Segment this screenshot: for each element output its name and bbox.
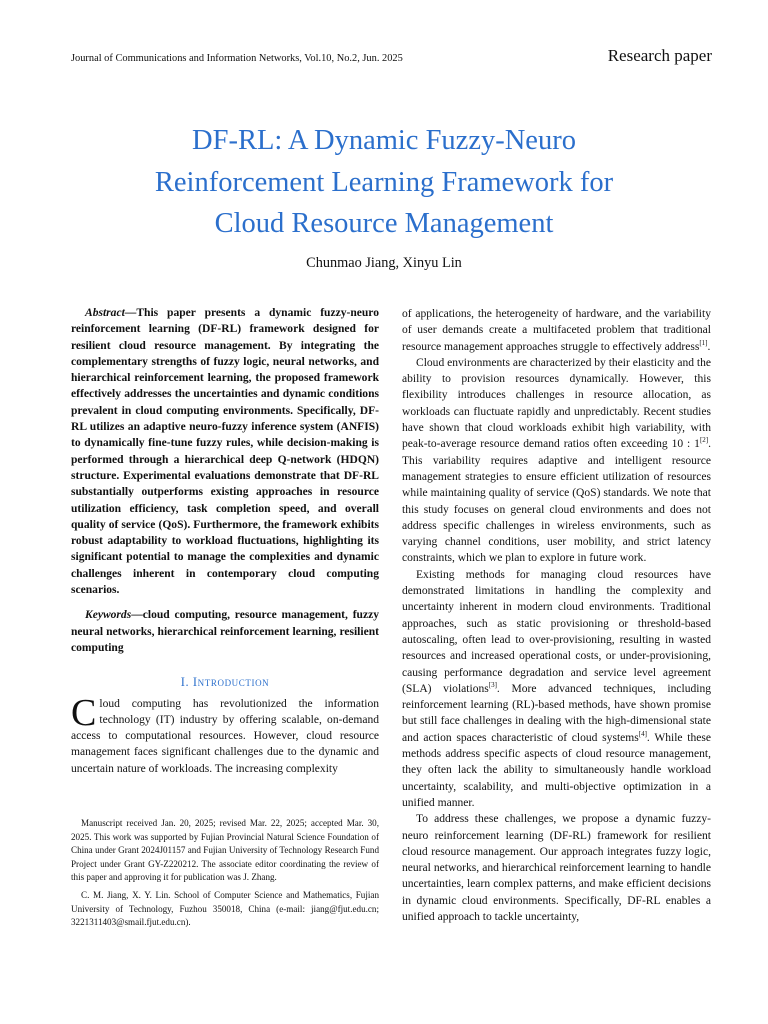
keywords-body: cloud computing, resource management, fuzzy neural networks, hierarchical reinforcement learning, resilient computing <box>71 609 379 654</box>
intro-paragraph-2 <box>402 355 711 567</box>
intro-p3c-text: . While these methods address specific aspects of cloud resource management, they often lack the ability to simultaneously handle workload uncertainty, scalability, and multi-objective optimization in a unified manner. <box>402 731 711 809</box>
intro-p3a-text: Existing methods for managing cloud resources have demonstrated limitations in handling the complexity and uncertainty inherent in modern cloud environments. Traditional approaches, such as static provisioning or threshold-based autoscaling, often lead to over-provisioning, resulting in wasted resources and increased operational costs, or under-provisioning, causing performance degradation and service level agreement (SLA) violations <box>402 568 711 695</box>
left-column <box>71 305 379 777</box>
intro-paragraph-4: To address these challenges, we propose a dynamic fuzzy-neuro reinforcement learning (DF-RL) framework for resilient cloud resource management. Our approach integrates fuzzy logic, neural networks, and hierarchical reinforcement learning to handle uncertainties, learn complex patterns, and make efficient decisions in dynamic cloud environments. Specifically, DF-RL enables a unified approach to tackle uncertainty, <box>402 813 711 923</box>
intro-p1-cont-text: of applications, the heterogeneity of hardware, and the variability of user demands create a multifaceted problem that traditional resource management approaches struggle to effectively address <box>402 308 711 353</box>
abstract <box>71 305 379 598</box>
paper-title <box>60 120 708 245</box>
intro-p1-period: . <box>707 340 711 353</box>
title-line-3: Cloud Resource Management <box>214 208 554 239</box>
right-column <box>402 306 711 925</box>
citation-3: [3] <box>488 680 497 689</box>
section-heading-introduction: I. Introduction <box>180 675 270 690</box>
intro-p3b-text: . More advanced techniques, including reinforcement learning (RL)-based methods, have shown promise but still face challenges in dealing with the high-dimensional state and action spaces characteristic of cloud systems <box>402 682 712 744</box>
running-header <box>71 46 712 70</box>
article-type: Research paper <box>607 46 712 65</box>
keywords-dash: — <box>131 609 143 622</box>
abstract-dash: — <box>124 307 137 319</box>
intro-paragraph-1-continued <box>402 306 711 355</box>
author-list: Chunmao Jiang, Xinyu Lin <box>306 255 462 271</box>
citation-1: [1] <box>699 338 708 347</box>
title-line-1: DF-RL: A Dynamic Fuzzy-Neuro <box>192 125 576 156</box>
intro-p2a-text: Cloud environments are characterized by their elasticity and the ability to provision resources dynamically. However, this flexibility introduces challenges in resource allocation, as workloads can fluctuate rapidly and unpredictably. Recent studies have shown that cloud workloads exhibit high variability, with peak-to-average resource demand ratios often exceeding 10 : 1 <box>402 356 711 451</box>
keywords <box>71 607 379 656</box>
intro-paragraph-3 <box>402 567 711 811</box>
footnotes <box>71 817 379 934</box>
drop-cap: C <box>71 691 97 734</box>
citation-4: [4] <box>638 729 647 738</box>
intro-p2b-text: . This variability requires adaptive and intelligent resource management strategies to ensure efficient utilization of resources while maintaining quality of service (QoS) standards. We note that this study focuses on general cloud environments and does not address specific challenges in wireless environments, such as varying channel conditions, user mobility, and strict latency constraints, which we plan to explore in future work. <box>402 438 711 565</box>
keywords-label: Keywords <box>85 609 132 622</box>
footnote-affiliation: C. M. Jiang, X. Y. Lin. School of Computer Science and Mathematics, Fujian University of Technology, Fuzhou 350018, China (e-mail: jiang@fjut.edu.cn; 3221311403@smail.fjut.edu.cn). <box>71 889 379 928</box>
footnote-manuscript: Manuscript received Jan. 20, 2025; revised Mar. 22, 2025; accepted Mar. 30, 2025. This work was supported by Fujian Provincial Natural Science Foundation of China under Grant 2024J01157 and Fujian University of Technology Research Fund Project under Grant GY-Z220212. The associate editor coordinating the review of this paper and approving it for publication was J. Zhang. <box>71 818 379 883</box>
abstract-label: Abstract <box>85 307 125 319</box>
intro-paragraph-1-text: loud computing has revolutionized the information technology (IT) industry by offering scalable, on-demand access to computational resources. However, cloud resource management faces significant challenges due to the dynamic and uncertain nature of workloads. The increasing complexity <box>71 697 379 775</box>
abstract-body: This paper presents a dynamic fuzzy-neuro reinforcement learning (DF-RL) framework designed for resilient cloud resource management. By integrating the complementary strengths of fuzzy logic, neural networks, and hierarchical reinforcement learning, the proposed framework effectively addresses the uncertainties and dynamic conditions prevalent in cloud computing environments. Specifically, DF-RL utilizes an adaptive neuro-fuzzy inference system (ANFIS) to dynamically fine-tune fuzzy rules, while decision-making is performed through a hierarchical deep Q-network (HDQN) structure. Experimental evaluations demonstrate that DF-RL substantially outperforms existing approaches in resource utilization efficiency, task completion speed, and overall quality of service (QoS). Furthermore, the framework exhibits robust adaptability to workload fluctuations, highlighting its significant potential to manage the complexities and dynamic challenges inherent in contemporary cloud computing scenarios. <box>71 307 379 597</box>
journal-citation: Journal of Communications and Information Networks, Vol.10, No.2, Jun. 2025 <box>71 53 403 64</box>
citation-2: [2] <box>699 436 709 445</box>
intro-paragraph-1 <box>71 691 379 777</box>
title-line-2: Reinforcement Learning Framework for <box>154 166 614 198</box>
